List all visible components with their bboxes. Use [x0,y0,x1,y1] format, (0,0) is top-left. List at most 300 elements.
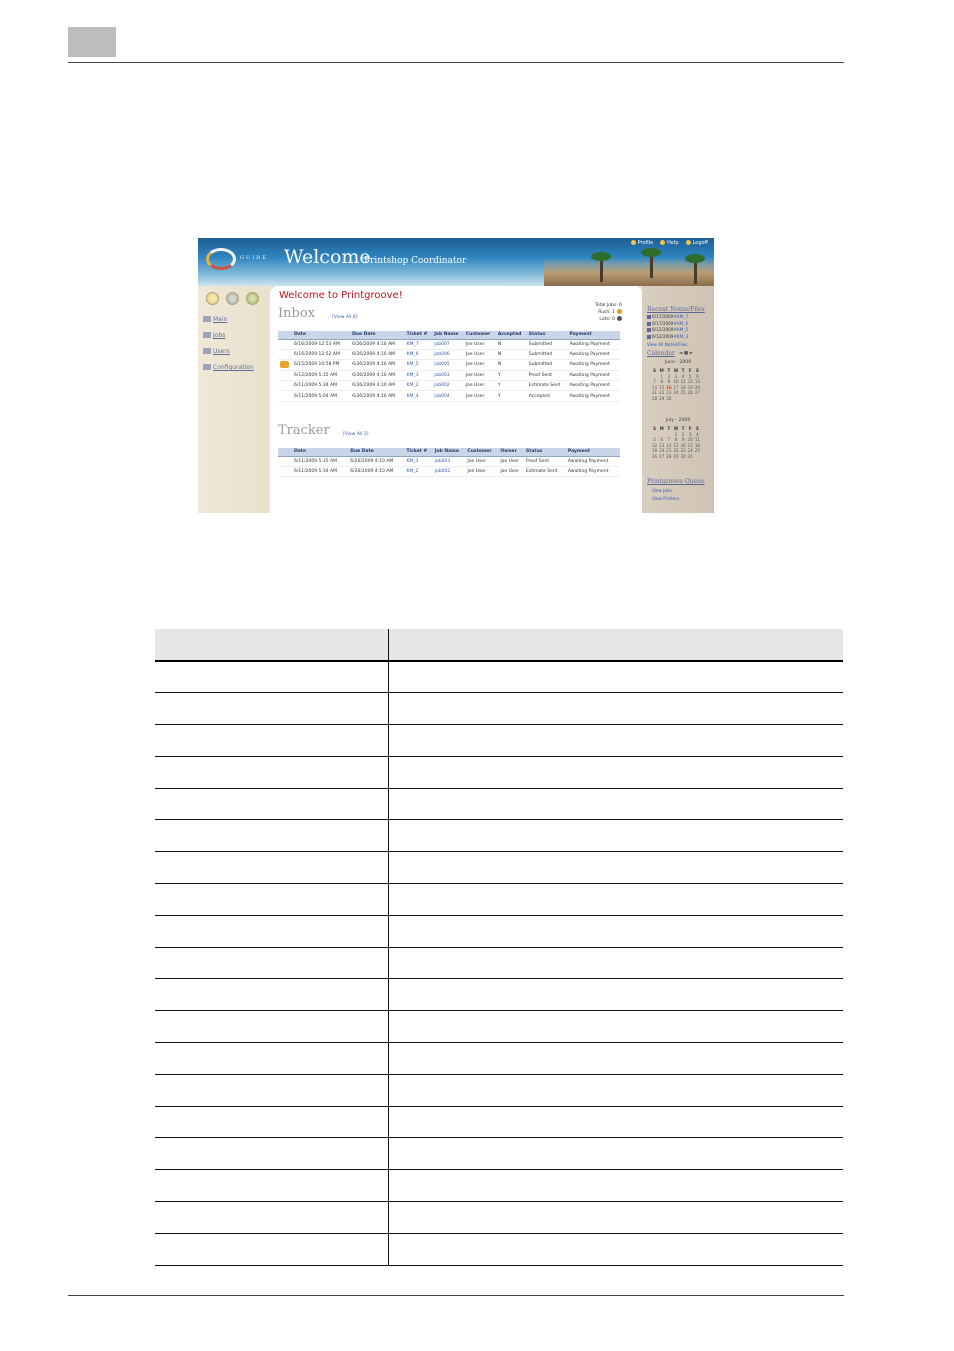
calendar-day[interactable]: 19 [687,384,693,390]
table-cell: 6/11/2009 5:34 AM [293,381,351,391]
welcome-heading: Welcome to Printgroove! [279,290,403,301]
table-cell: 6/26/2009 4:10 AM [351,391,406,401]
col-ticket: Ticket # [406,331,434,339]
calendar-day[interactable]: 27 [694,390,700,396]
table-row [278,370,620,380]
view-all-notes-link[interactable]: View All Notes/Files [647,342,688,347]
table-cell: Awaiting Payment [567,466,620,476]
calendar-day[interactable]: 21 [652,390,658,396]
col-due-date: Due Date [351,331,406,339]
table-row [155,725,843,757]
calendar-day[interactable]: 10 [687,437,693,443]
description-table [155,629,843,1266]
table-cell-right [388,1138,843,1170]
table-cell: 6/15/2009 10:58 PM [293,360,351,370]
table-cell[interactable]: job005 [433,360,465,370]
table-cell[interactable]: KM_5 [406,360,434,370]
table-cell-left [155,947,388,979]
calendar-dow: F [688,426,692,431]
col-date: Date [293,448,349,456]
table-cell-left [155,852,388,884]
row-icon-cell [278,381,293,391]
calendar-day[interactable]: 26 [687,390,693,396]
table-cell: Y [497,381,528,391]
table-row [155,852,843,884]
calendar-dow: S [653,368,657,373]
row-icon-cell [278,466,293,476]
table-row [278,466,620,476]
table-cell: Awaiting Payment [568,349,620,359]
logo-text: GUIDE [240,255,268,261]
col-status: Status [528,331,569,339]
table-cell: Y [497,391,528,401]
row-icon-cell [278,370,293,380]
table-cell: Joe User [465,370,497,380]
queue-title[interactable]: Printgroove Queue [647,478,705,485]
table-cell: Awaiting Payment [568,360,620,370]
calendar-day[interactable]: 20 [694,384,700,390]
table-cell-left [155,915,388,947]
calendar-day[interactable]: 31 [687,453,693,459]
table-cell: Joe User [465,349,497,359]
banner-title: Welcome [284,246,371,268]
row-icon-cell [278,349,293,359]
table-cell-right [388,788,843,820]
view-jobs-link[interactable]: View Jobs [652,488,672,493]
calendar-day[interactable]: 16 [666,384,672,390]
table-cell: 6/26/2009 4:10 AM [351,339,406,349]
table-cell-right [388,1233,843,1265]
palm-tree-icon [600,258,603,282]
table-cell: 6/16/2009 12:52 AM [293,349,351,359]
tracker-view-all-link[interactable]: [View All 2] [343,432,369,437]
calendar-day[interactable]: 28 [652,395,658,401]
table-row [278,339,620,349]
calendar-day [658,432,665,437]
calendar-day[interactable]: 8 [660,379,663,385]
table-cell[interactable]: KM_4 [406,391,434,401]
palm-tree-icon [694,260,697,284]
profile-icon [631,240,636,245]
calendar-day[interactable]: 18 [694,442,700,448]
table-cell-right [388,1011,843,1043]
calendar-day[interactable]: 13 [694,379,700,385]
calendar-day[interactable]: 1 [660,373,663,379]
table-row [155,1011,843,1043]
table-cell-left [155,756,388,788]
calendar-dow: W [673,426,679,431]
calendar-day[interactable]: 17 [687,442,693,448]
calendar-grid-june [651,368,701,401]
table-cell: Joe User [466,456,499,466]
col-ticket: Ticket # [405,448,433,456]
tips-icon[interactable] [206,292,219,305]
help-link[interactable]: Help [660,240,678,246]
footer-rule [68,1295,844,1296]
calendar-day[interactable]: 27 [659,453,665,459]
file-icon [647,328,651,332]
table-cell: N [497,349,528,359]
table-cell-right [388,979,843,1011]
total-jobs: Total Jobs: 6 [594,303,622,308]
table-row [155,820,843,852]
calendar-day[interactable]: 24 [687,448,693,454]
table-cell[interactable]: job002 [434,466,467,476]
table-cell-left [155,1043,388,1075]
table-cell-left [155,1011,388,1043]
calendar-day[interactable]: 23 [666,390,672,396]
calendar-dow: M [659,368,664,373]
table-cell: Awaiting Payment [567,456,620,466]
rush-count: Rush: 1 [595,309,622,316]
home-icon [203,316,211,322]
banner-subtitle: Printshop Coordinator [364,256,467,266]
jobs-icon [203,332,211,338]
calendar-day[interactable]: 30 [666,395,672,401]
table-row [155,1202,843,1234]
profile-link[interactable]: Profile [631,240,654,246]
table-cell-right [388,1043,843,1075]
table-header-cell-1 [155,629,388,661]
table-cell[interactable]: KM_6 [406,349,434,359]
table-cell[interactable]: job004 [433,391,465,401]
table-cell: Awaiting Payment [568,391,620,401]
calendar-day[interactable]: 19 [652,448,658,454]
calendar-dow: S [695,368,699,373]
table-cell: Y [497,370,528,380]
recent-note-link[interactable]: #KM_5 [673,327,689,332]
table-cell: 6/26/2009 4:10 AM [351,349,406,359]
table-cell: 6/26/2009 4:10 AM [349,466,405,476]
calendar-dow: F [688,368,692,373]
calendar-day[interactable]: 1 [674,431,678,437]
tracker-table [278,448,620,477]
row-icon-cell [278,456,293,466]
table-cell-right [388,661,843,693]
calendar-day[interactable]: 6 [660,437,663,443]
calendar-dow: M [659,426,664,431]
calendar-dow: S [695,426,699,431]
table-cell: 6/26/2009 4:10 AM [349,456,405,466]
table-cell: Submitted [528,360,569,370]
nav-item-configuration[interactable]: Configuration [203,364,254,371]
table-cell: 6/11/2009 5:35 AM [293,456,349,466]
table-cell-right [388,1074,843,1106]
calendar-day[interactable]: 29 [673,453,679,459]
col-job-name: Job Name [434,448,467,456]
col-status: Status [525,448,567,456]
palm-tree-icon [650,254,653,278]
calendar-day[interactable]: 26 [652,453,658,459]
table-cell[interactable]: KM_3 [406,370,434,380]
table-row [278,349,620,359]
table-row [155,1074,843,1106]
table-cell: Joe User [499,466,525,476]
recent-note-date: 6/17/2009 [652,314,674,319]
table-cell-right [388,820,843,852]
table-row [155,1043,843,1075]
table-row [278,456,620,466]
table-row [278,381,620,391]
table-cell-left [155,1074,388,1106]
calendar-day[interactable]: 23 [680,448,686,454]
calendar-day[interactable]: 6 [696,373,699,379]
file-icon [647,322,651,326]
table-cell-left [155,979,388,1011]
inbox-table [278,331,620,402]
col-job-name: Job Name [433,331,465,339]
table-cell-right [388,1106,843,1138]
recent-note-item[interactable] [647,327,688,332]
table-row [155,756,843,788]
table-cell: Estimate Sent [528,381,569,391]
table-row [155,788,843,820]
nav-item-users[interactable]: Users [203,348,230,355]
calendar-dow: T [681,368,685,373]
nav-item-jobs[interactable]: Jobs [203,332,225,339]
table-row [155,1106,843,1138]
calendar-day[interactable]: 29 [659,395,665,401]
table-cell[interactable]: job003 [434,456,467,466]
table-cell[interactable]: job003 [433,370,465,380]
table-row [155,884,843,916]
calendar-day[interactable]: 14 [666,442,672,448]
recent-note-date: 6/12/2009 [652,327,674,332]
calendar-day[interactable]: 15 [673,442,679,448]
recent-note-item[interactable] [647,334,688,339]
table-cell-left [155,725,388,757]
calendar-dow: T [667,368,671,373]
calendar-day[interactable]: 10 [673,379,679,385]
calendar-month-june: June - 2009 [664,360,692,365]
table-cell: Joe User [465,339,497,349]
table-cell-left [155,1170,388,1202]
table-cell: 6/11/2009 5:04 AM [293,391,351,401]
calendar-dow: W [673,368,679,373]
calendar-nav-arrows[interactable]: ◄ ■ ► [679,351,694,356]
table-cell: Estimate Sent [525,466,567,476]
file-icon [647,315,651,319]
table-row [278,360,620,370]
right-sidebar [642,286,714,513]
table-cell[interactable]: KM_3 [405,456,433,466]
table-cell-left [155,693,388,725]
table-cell: Awaiting Payment [568,381,620,391]
table-cell: Proof Sent [528,370,569,380]
table-cell: 6/26/2009 4:10 AM [351,360,406,370]
col-customer: Customer [465,331,497,339]
header-rule [68,62,844,63]
table-row [155,693,843,725]
table-cell[interactable]: KM_2 [406,381,434,391]
table-row [155,1138,843,1170]
logoff-icon [686,240,691,245]
calendar-dow: T [667,426,671,431]
trash-icon[interactable] [226,292,239,305]
table-cell[interactable]: KM_7 [406,339,434,349]
banner [198,238,714,286]
recent-note-date: 6/12/2009 [652,333,674,339]
table-cell-left [155,1202,388,1234]
calendar-day[interactable]: 3 [674,373,678,379]
table-row [155,1170,843,1202]
calendar-day[interactable]: 17 [673,384,679,390]
table-cell-left [155,820,388,852]
calendar-day[interactable]: 9 [667,379,671,385]
calendar-day[interactable]: 4 [681,373,685,379]
recent-note-link[interactable]: #KM_7 [673,314,689,319]
table-row [155,1233,843,1265]
calendar-day[interactable]: 5 [653,437,656,443]
table-cell-right [388,693,843,725]
tracker-header-row [278,448,620,456]
main-panel [270,286,642,513]
col-payment: Payment [568,331,620,339]
late-count: Late: 0 [595,316,622,323]
calendar-day[interactable]: 25 [694,448,700,454]
table-cell-right [388,915,843,947]
calendar-day[interactable]: 21 [666,448,672,454]
calendar-day[interactable]: 3 [689,431,692,437]
rush-icon [617,309,622,314]
recent-note-link[interactable]: #KM_6 [673,320,689,326]
calendar-day[interactable]: 9 [681,437,685,443]
configuration-icon [203,364,211,370]
table-row [155,979,843,1011]
chapter-tab [68,27,116,57]
nav-item-main[interactable]: Main [203,316,227,323]
recent-note-item[interactable] [647,314,688,319]
table-cell: 6/16/2009 12:53 AM [293,339,351,349]
table-cell-left [155,788,388,820]
table-cell-left [155,884,388,916]
table-cell: N [497,339,528,349]
calendar-day[interactable]: 13 [659,442,665,448]
table-cell: Joe User [465,391,497,401]
calendar-day[interactable]: 7 [653,379,656,385]
file-icon [647,335,651,339]
tracker-title: Tracker [278,423,330,438]
nav-icon-row [206,292,259,305]
calendar-month-july: July - 2009 [665,418,691,423]
calendar-day[interactable]: 20 [659,448,665,454]
monitor-icon[interactable] [246,292,259,305]
table-cell: Awaiting Payment [568,370,620,380]
table-cell: Submitted [528,339,569,349]
table-cell: Accepted [528,391,569,401]
table-cell: Submitted [528,349,569,359]
calendar-grid-july [651,426,701,459]
recent-notes-title[interactable]: Recent Notes/Files [647,306,705,313]
calendar-day[interactable]: 15 [659,384,665,390]
calendar-day [651,374,658,379]
calendar-day[interactable]: 11 [694,437,700,443]
calendar-dow: T [681,426,685,431]
logoff-link[interactable]: Logoff [686,240,708,246]
calendar-day[interactable]: 18 [680,384,686,390]
table-cell: 6/11/2009 5:34 AM [293,466,349,476]
table-row [155,915,843,947]
calendar-day[interactable]: 2 [667,373,671,379]
calendar-day[interactable]: 5 [689,373,692,379]
table-cell-right [388,1170,843,1202]
table-cell: Joe User [465,381,497,391]
inbox-view-all-link[interactable]: [View All 6] [332,315,358,320]
col-owner: Owner [499,448,525,456]
col-accepted: Accepted [497,331,528,339]
table-cell[interactable]: job007 [433,339,465,349]
calendar-day[interactable]: 14 [652,384,658,390]
table-cell[interactable]: job006 [433,349,465,359]
table-cell: Joe User [466,466,499,476]
table-cell-left [155,1233,388,1265]
table-cell-right [388,947,843,979]
table-cell: Awaiting Payment [568,339,620,349]
late-icon [617,316,622,321]
table-cell[interactable]: job002 [433,381,465,391]
view-printers-link[interactable]: View Printers [652,496,680,501]
calendar-day[interactable]: 2 [681,431,685,437]
table-cell-right [388,756,843,788]
table-header-cell-2 [388,629,843,661]
printgroove-screenshot [198,238,714,513]
table-cell: Proof Sent [525,456,567,466]
calendar-day[interactable]: 12 [652,442,658,448]
recent-note-item[interactable] [647,321,688,326]
table-cell: 6/12/2009 5:35 AM [293,370,351,380]
calendar-day[interactable]: 28 [666,453,672,459]
calendar-day[interactable]: 30 [680,453,686,459]
table-cell: 6/26/2009 4:10 AM [351,381,406,391]
table-cell: N [497,360,528,370]
left-nav [198,286,268,513]
calendar-dow: S [653,426,657,431]
table-row [278,391,620,401]
table-cell-right [388,1202,843,1234]
table-header-row [155,629,843,661]
inbox-title: Inbox [278,306,315,321]
calendar-day[interactable]: 22 [673,448,679,454]
table-cell-right [388,884,843,916]
calendar-day[interactable]: 11 [680,379,686,385]
calendar-day[interactable]: 24 [673,390,679,396]
col-due-date: Due Date [349,448,405,456]
calendar-day [665,432,672,437]
table-row [155,947,843,979]
col-date: Date [293,331,351,339]
logo-icon [206,248,236,270]
calendar-day[interactable]: 8 [674,437,678,443]
calendar-day[interactable]: 12 [687,379,693,385]
table-cell: Joe User [465,360,497,370]
job-totals [595,302,622,323]
col-payment: Payment [567,448,620,456]
calendar-day[interactable]: 7 [667,437,671,443]
top-links [631,240,708,246]
table-cell[interactable]: KM_2 [405,466,433,476]
calendar-day[interactable]: 25 [680,390,686,396]
calendar-day[interactable]: 16 [680,442,686,448]
recent-note-date: 6/17/2009 [652,320,674,326]
row-icon-cell [278,391,293,401]
row-icon-cell [278,339,293,349]
calendar-day[interactable]: 4 [696,431,699,437]
table-cell-left [155,1106,388,1138]
calendar-day[interactable]: 22 [659,390,665,396]
recent-note-link[interactable]: #KM_3 [673,333,689,339]
table-row [155,661,843,693]
calendar-title: Calendar [647,350,675,357]
